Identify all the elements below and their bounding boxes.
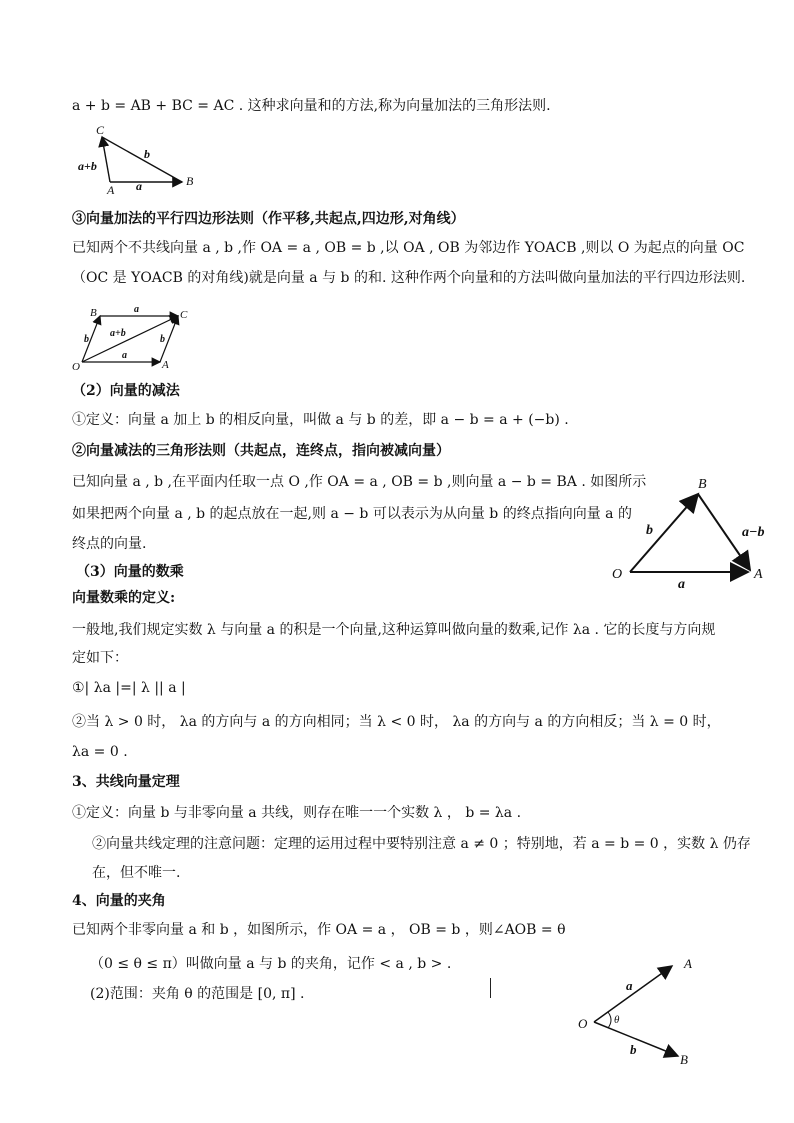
- label-a-plus-b: a+b: [110, 328, 126, 339]
- text-line: （0 ≤ θ ≤ π）叫做向量 a 与 b 的夹角，记作 < a , b > .: [90, 956, 452, 972]
- label-A: A: [162, 359, 169, 371]
- label-a-bottom: a: [122, 350, 127, 361]
- text-line: 已知两个不共线向量 a , b ,作 OA = a , OB = b ,以 OA , OB 为邻边作 YOACB ,则以 O 为起点的向量 OC: [72, 240, 745, 256]
- label-A: A: [754, 567, 763, 582]
- label-a: a: [136, 179, 142, 193]
- text-line: ①定义：向量 b 与非零向量 a 共线，则存在唯一一个实数 λ ， b = λa .: [72, 805, 522, 821]
- text-line: λa = 0 .: [72, 744, 128, 760]
- heading-parallelogram: ③向量加法的平行四边形法则（作平移,共起点,四边形,对角线）: [72, 211, 465, 227]
- text-line: a + b = AB + BC = AC . 这种求向量和的方法,称为向量加法的三角形法则.: [72, 98, 551, 114]
- label-O: O: [72, 361, 80, 373]
- text-cursor: [490, 978, 491, 998]
- triangle-rule-figure: [72, 122, 212, 197]
- text-line: 定如下：: [72, 650, 128, 666]
- heading-scalar-multiplication: （3）向量的数乘: [76, 564, 184, 580]
- text-line: 已知向量 a , b ,在平面内任取一点 O ,作 OA = a , OB = b ,则向量 a − b = BA . 如图所示: [72, 474, 647, 490]
- heading-vector-angle: 4、向量的夹角: [72, 893, 166, 909]
- label-B: B: [90, 307, 97, 319]
- label-a: a: [626, 978, 633, 993]
- label-A: A: [684, 956, 692, 971]
- label-C: C: [180, 309, 188, 321]
- label-O: O: [578, 1016, 588, 1031]
- label-b-left: b: [84, 334, 89, 345]
- label-A: A: [107, 183, 115, 197]
- heading-scalar-definition: 向量数乘的定义:: [72, 590, 176, 606]
- heading-subtraction-triangle: ②向量减法的三角形法则（共起点，连终点，指向被减向量）: [72, 443, 450, 459]
- text-line: 已知两个非零向量 a 和 b ，如图所示，作 OA = a ， OB = b ，则∠AOB = θ: [72, 922, 566, 938]
- label-b: b: [646, 523, 653, 538]
- text-line: ①定义：向量 a 加上 b 的相反向量，叫做 a 与 b 的差，即 a − b = a + (−b) .: [72, 412, 569, 428]
- text-line: ②向量共线定理的注意问题：定理的运用过程中要特别注意 a ≠ 0 ；特别地，若 a = b = 0 ，实数 λ 仍存: [92, 836, 751, 852]
- text-line: (2)范围：夹角 θ 的范围是 [0, π] .: [90, 986, 305, 1002]
- label-O: O: [612, 567, 623, 582]
- label-theta: θ: [614, 1014, 620, 1026]
- text-line: 在，但不唯一.: [92, 865, 181, 881]
- vector-angle-figure: [572, 950, 722, 1070]
- label-C: C: [96, 123, 105, 137]
- label-B: B: [186, 174, 194, 188]
- text-line: （OC 是 YOACB 的对角线)就是向量 a 与 b 的和. 这种作两个向量和的方法叫做向量加法的平行四边形法则.: [72, 270, 746, 286]
- label-B: B: [698, 477, 707, 492]
- label-b-right: b: [160, 334, 165, 345]
- subtraction-triangle-figure: [606, 472, 786, 592]
- label-b: b: [630, 1042, 637, 1057]
- text-line: ①| λa |=| λ || a |: [72, 680, 186, 696]
- label-B: B: [680, 1052, 688, 1067]
- heading-subtraction: （2）向量的减法: [72, 383, 180, 399]
- text-line: ②当 λ > 0 时， λa 的方向与 a 的方向相同；当 λ < 0 时， λa 的方向与 a 的方向相反；当 λ = 0 时，: [72, 714, 721, 730]
- label-b: b: [144, 147, 150, 161]
- text-line: 终点的向量.: [72, 536, 147, 552]
- label-a-top: a: [134, 304, 139, 315]
- text-line: 如果把两个向量 a , b 的起点放在一起,则 a − b 可以表示为从向量 b 的终点指向向量 a 的: [72, 506, 632, 522]
- label-a: a: [678, 577, 685, 592]
- text-line: 一般地,我们规定实数 λ 与向量 a 的积是一个向量,这种运算叫做向量的数乘,记作 λa . 它的长度与方向规: [72, 622, 716, 638]
- label-a-plus-b: a+b: [78, 159, 97, 173]
- parallelogram-rule-figure: [60, 298, 200, 373]
- heading-collinear-theorem: 3、共线向量定理: [72, 774, 180, 790]
- label-a-minus-b: a−b: [742, 525, 765, 540]
